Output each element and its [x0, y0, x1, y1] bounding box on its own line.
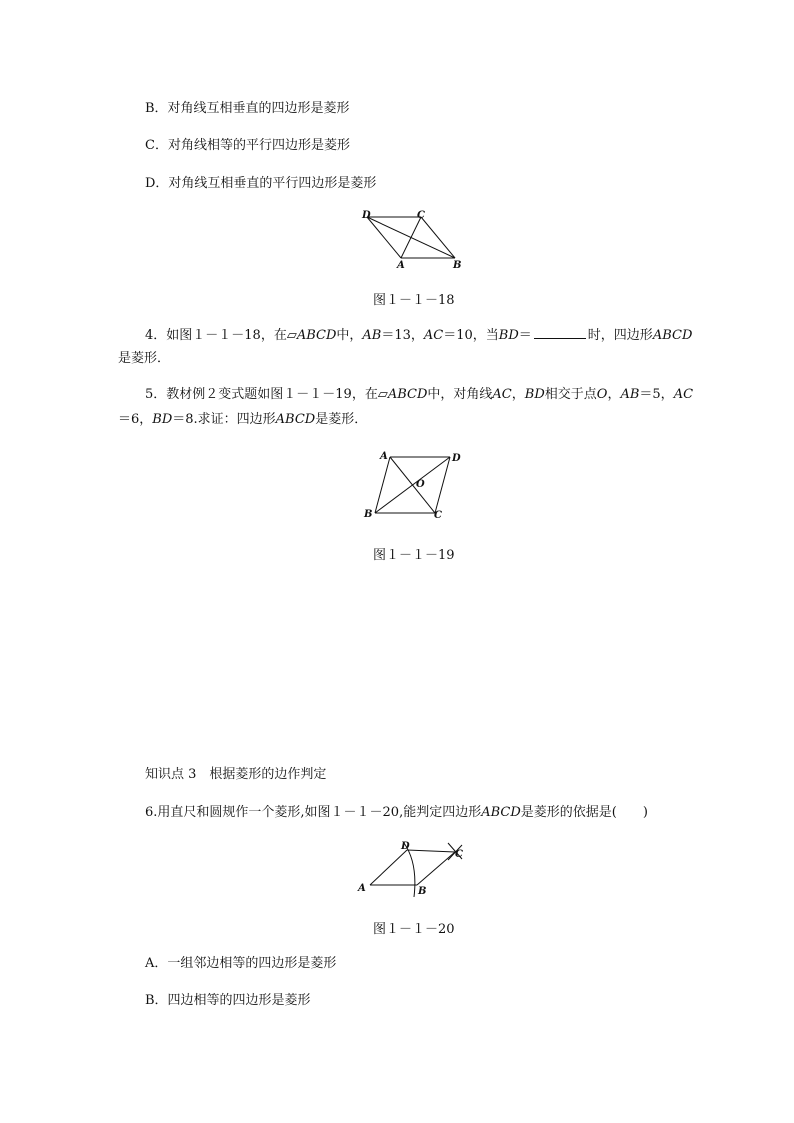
- q5-text-5: ，: [607, 387, 621, 402]
- label-b: B: [453, 260, 462, 271]
- q5-text-2: 中，对角线: [427, 387, 493, 402]
- q4-abcd: ABCD: [652, 328, 693, 343]
- side-bc: [417, 852, 455, 885]
- q5-ac2: AC: [673, 387, 694, 402]
- side-dc: [435, 457, 450, 513]
- label-a: A: [380, 451, 388, 462]
- option-c-top: C．对角线相等的平行四边形是菱形: [145, 138, 350, 153]
- side-ad: [370, 850, 407, 885]
- q6-abcd: ABCD: [481, 805, 521, 820]
- q5-text-1: 5．教材例２变式题如图１－１－19，在: [145, 387, 378, 402]
- question-5-line2: [118, 411, 367, 429]
- side-cb: [421, 217, 455, 258]
- figure-caption-20: 图１－１－20: [373, 922, 455, 937]
- diagonal-bd: [375, 457, 450, 513]
- q4-ac: AC: [423, 328, 444, 343]
- q5-bd: BD: [524, 387, 545, 402]
- label-d: D: [362, 210, 371, 221]
- q4-parallelogram: ▱ABCD: [286, 328, 337, 343]
- question-4-line1: [145, 326, 692, 345]
- label-b: B: [418, 886, 427, 897]
- q4-text-2: 中，: [336, 328, 363, 343]
- figure-1-1-18: [355, 205, 470, 275]
- option-b-bottom: B．四边相等的四边形是菱形: [145, 993, 311, 1008]
- label-a: A: [397, 260, 405, 271]
- q4-ab: AB: [362, 328, 382, 343]
- q5-text-7: ＝6，: [118, 412, 153, 427]
- figure-caption-19: 图１－１－19: [373, 548, 455, 563]
- label-a: A: [358, 883, 366, 894]
- figure-1-1-20: [352, 835, 477, 900]
- q5-ac: AC: [492, 387, 512, 402]
- q4-text-5: ＝: [518, 328, 532, 343]
- label-c: C: [434, 510, 442, 521]
- q4-text-1: 4．如图１－１－18，在: [145, 328, 287, 343]
- q5-text-3: ，: [511, 387, 525, 402]
- q6-text-2: 是菱形的依据是( ): [520, 805, 648, 820]
- q5-bd2: BD: [152, 412, 173, 427]
- label-c: C: [455, 849, 463, 860]
- q6-text-1: 6.用直尺和圆规作一个菱形,如图１－１－20,能判定四边形: [145, 805, 482, 820]
- question-5-line1: [145, 386, 693, 404]
- question-6: [145, 804, 648, 822]
- q5-abcd: ABCD: [275, 412, 316, 427]
- q4-text-3: ＝13，: [381, 328, 424, 343]
- q5-o: O: [596, 387, 608, 402]
- q5-text-9: 是菱形．: [315, 412, 368, 427]
- side-ab: [375, 457, 390, 513]
- q4-text-4: ＝10，当: [443, 328, 499, 343]
- question-4-line2: 是菱形．: [118, 351, 171, 366]
- answer-blank[interactable]: [534, 326, 586, 339]
- q5-text-8: ＝8.求证：四边形: [172, 412, 276, 427]
- side-da: [367, 217, 401, 258]
- figure-1-1-19: [358, 447, 468, 527]
- label-d: D: [401, 841, 410, 852]
- q5-text-4: 相交于点: [544, 387, 597, 402]
- option-d-top: D．对角线互相垂直的平行四边形是菱形: [145, 176, 377, 191]
- q5-ab: AB: [620, 387, 640, 402]
- option-a-bottom: A．一组邻边相等的四边形是菱形: [145, 956, 337, 971]
- q4-bd: BD: [498, 328, 519, 343]
- option-b-top: B．对角线互相垂直的四边形是菱形: [145, 101, 350, 116]
- label-d: D: [452, 453, 461, 464]
- section-heading: 知识点 3 根据菱形的边作判定: [145, 767, 327, 782]
- q5-parallelogram: ▱ABCD: [377, 387, 428, 402]
- side-dc: [407, 850, 455, 852]
- label-o: O: [416, 479, 425, 490]
- label-b: B: [364, 509, 373, 520]
- label-c: C: [417, 210, 425, 221]
- diagonal-ca: [401, 217, 421, 258]
- q4-text-6: 时，四边形: [587, 328, 653, 343]
- figure-caption-18: 图１－１－18: [373, 293, 455, 308]
- q5-text-6: ＝5，: [639, 387, 674, 402]
